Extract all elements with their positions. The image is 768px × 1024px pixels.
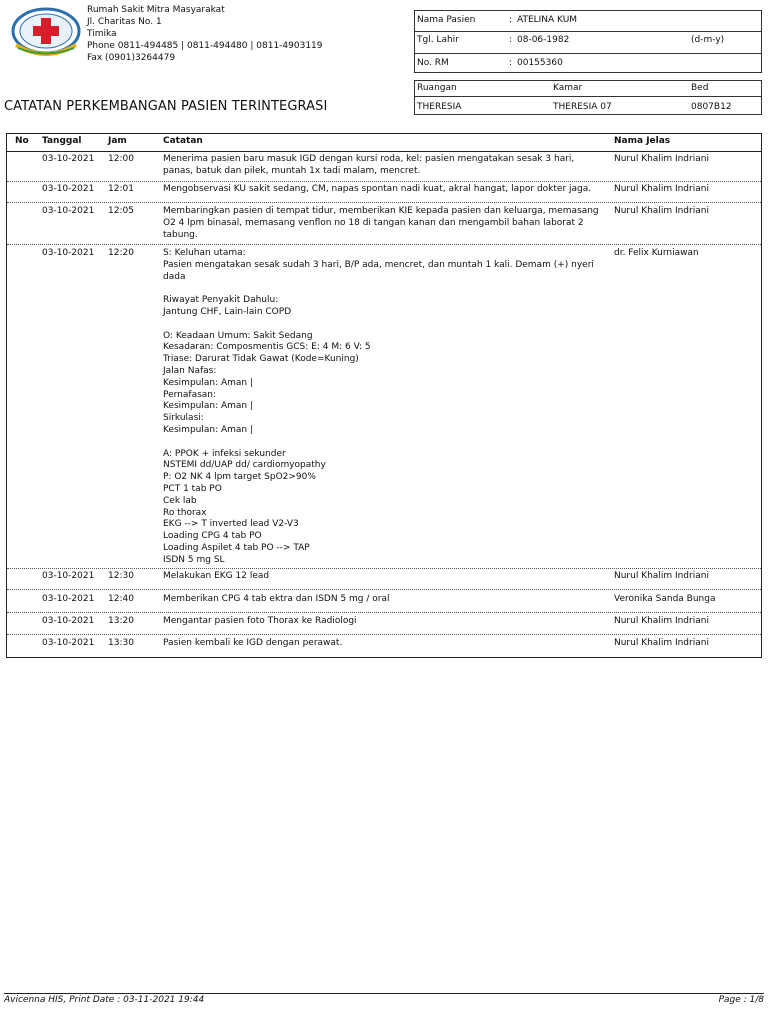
patient-dob-format: (d-m-y) bbox=[691, 35, 725, 45]
patient-dob-value: 08-06-1982 bbox=[517, 35, 570, 45]
hospital-name: Rumah Sakit Mitra Masyarakat bbox=[87, 5, 225, 15]
row-note: Mengobservasi KU sakit sedang, CM, napas spontan nadi kuat, akral hangat, lapor dokter jaga. bbox=[163, 184, 592, 194]
row-note: Mengantar pasien foto Thorax ke Radiologi bbox=[163, 616, 357, 626]
hospital-cross-logo bbox=[10, 7, 82, 57]
bed-value: 0807B12 bbox=[691, 102, 732, 112]
divider bbox=[415, 96, 761, 97]
row-time: 12:00 bbox=[108, 154, 134, 164]
bed-label: Bed bbox=[691, 83, 709, 93]
row-time: 13:20 bbox=[108, 616, 134, 626]
row-name: Nurul Khalim Indriani bbox=[614, 616, 709, 626]
row-time: 12:20 bbox=[108, 248, 134, 258]
row-date: 03-10-2021 bbox=[42, 594, 95, 604]
header-time: Jam bbox=[108, 136, 127, 146]
table-row bbox=[7, 204, 761, 245]
row-date: 03-10-2021 bbox=[42, 248, 95, 258]
hospital-address: Jl. Charitas No. 1 bbox=[87, 17, 162, 27]
row-note: Pasien kembali ke IGD dengan perawat. bbox=[163, 638, 343, 648]
hospital-info bbox=[87, 4, 323, 64]
patient-rm-value: 00155360 bbox=[517, 58, 563, 68]
row-note: Membaringkan pasien di tempat tidur, memberikan KIE kepada pasien dan keluarga, memasang O2 4 lpm binasal, memasang venflon no 18 di tangan kanan dan mengambil bahan laborat 2 tabung. bbox=[163, 206, 599, 240]
room-info-box bbox=[414, 80, 762, 115]
row-name: Nurul Khalim Indriani bbox=[614, 184, 709, 194]
row-time: 12:01 bbox=[108, 184, 134, 194]
table-row bbox=[7, 569, 761, 590]
hospital-fax: Fax (0901)3264479 bbox=[87, 53, 176, 63]
kamar-value: THERESIA 07 bbox=[553, 102, 612, 112]
kamar-label: Kamar bbox=[553, 83, 583, 93]
table-header bbox=[7, 134, 761, 152]
table-row bbox=[7, 614, 761, 635]
patient-name-row bbox=[415, 11, 761, 32]
header-note: Catatan bbox=[163, 136, 203, 146]
page-number: Page : 1/8 bbox=[718, 995, 764, 1005]
colon: : bbox=[509, 35, 513, 45]
row-date: 03-10-2021 bbox=[42, 638, 95, 648]
row-note: Menerima pasien baru masuk IGD dengan kursi roda, kel: pasien mengatakan sesak 3 hari, panas, batuk dan pilek, muntah 1x tadi malam, mencret. bbox=[163, 154, 575, 176]
colon: : bbox=[509, 15, 513, 25]
page-title: CATATAN PERKEMBANGAN PASIEN TERINTEGRASI bbox=[4, 99, 328, 114]
ruangan-label: Ruangan bbox=[417, 83, 457, 93]
header-name: Nama Jelas bbox=[614, 136, 671, 146]
table-row bbox=[7, 592, 761, 613]
patient-name-value: ATELINA KUM bbox=[517, 15, 578, 25]
header-date: Tanggal bbox=[42, 136, 82, 146]
patient-dob-row bbox=[415, 31, 761, 51]
page-footer bbox=[4, 993, 764, 1005]
row-name: Nurul Khalim Indriani bbox=[614, 638, 709, 648]
row-name: dr. Felix Kurniawan bbox=[614, 248, 699, 258]
row-note: Melakukan EKG 12 lead bbox=[163, 571, 270, 581]
row-time: 12:05 bbox=[108, 206, 134, 216]
patient-rm-row bbox=[415, 53, 761, 74]
row-name: Nurul Khalim Indriani bbox=[614, 571, 709, 581]
row-time: 12:40 bbox=[108, 594, 134, 604]
row-date: 03-10-2021 bbox=[42, 154, 95, 164]
ruangan-value: THERESIA bbox=[417, 102, 462, 112]
patient-dob-label: Tgl. Lahir bbox=[417, 35, 459, 45]
print-info: Avicenna HIS, Print Date : 03-11-2021 19:44 bbox=[4, 995, 205, 1005]
row-date: 03-10-2021 bbox=[42, 616, 95, 626]
row-note: Memberikan CPG 4 tab ektra dan ISDN 5 mg / oral bbox=[163, 594, 390, 604]
row-note: S: Keluhan utama: Pasien mengatakan sesak sudah 3 hari, B/P ada, mencret, dan muntah 1 kali. Demam (+) nyeri dada Riwayat Penyakit Dahulu: Jantung CHF, Lain-lain COPD O: Keadaan Umum: Sakit Sedang Kesadaran: Composmentis GCS: E: 4 M: 6 V: 5 Triase: Darurat Tidak Gawat (Kode=Kuning) Jalan Nafas: Kesimpulan: Aman | Pernafasan: Kesimpulan: Aman | Sirkulasi: Kesimpulan: Aman | A: PPOK + infeksi sekunder NSTEMI dd/UAP dd/ cardiomyopathy P: O2 NK 4 lpm target SpO2>90% PCT 1 tab PO Cek lab Ro thorax EKG --> T inverted lead V2-V3 Loading CPG 4 tab PO Loading Aspilet 4 tab PO --> TAP ISDN 5 mg SL bbox=[163, 248, 594, 565]
row-date: 03-10-2021 bbox=[42, 206, 95, 216]
table-row bbox=[7, 246, 761, 569]
hospital-city: Timika bbox=[87, 29, 117, 39]
row-name: Nurul Khalim Indriani bbox=[614, 206, 709, 216]
hospital-phone: Phone 0811-494485 | 0811-494480 | 0811-4903119 bbox=[87, 41, 323, 51]
row-date: 03-10-2021 bbox=[42, 184, 95, 194]
patient-info-box bbox=[414, 10, 762, 73]
progress-notes-table bbox=[6, 133, 762, 658]
colon: : bbox=[509, 58, 513, 68]
patient-name-label: Nama Pasien bbox=[417, 15, 476, 25]
row-date: 03-10-2021 bbox=[42, 571, 95, 581]
table-row bbox=[7, 636, 761, 656]
table-row bbox=[7, 182, 761, 203]
row-name: Veronika Sanda Bunga bbox=[614, 594, 716, 604]
row-name: Nurul Khalim Indriani bbox=[614, 154, 709, 164]
table-row bbox=[7, 152, 761, 182]
header-no: No bbox=[15, 136, 29, 146]
row-time: 13:30 bbox=[108, 638, 134, 648]
patient-rm-label: No. RM bbox=[417, 58, 449, 68]
row-time: 12:30 bbox=[108, 571, 134, 581]
